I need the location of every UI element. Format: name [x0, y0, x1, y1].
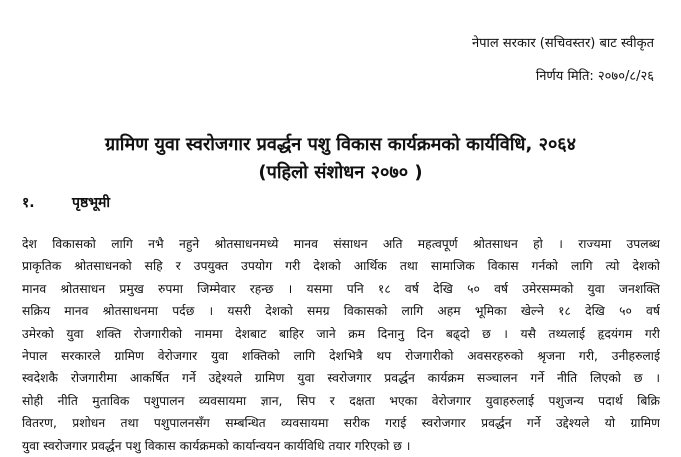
- paragraph-line: युवा स्वरोजगार प्रवर्द्धन पशु विकास कार्यक्रमको कार्यान्वयन कार्यविधि तयार गरिएको छ ।: [22, 438, 411, 453]
- section-title: पृष्ठभूमी: [72, 195, 111, 211]
- paragraph-line: उमेरको युवा शक्ति रोजगारीको नाममा देशबाट बाहिर जाने क्रम दिनानु दिन बढ्दो छ । यसै तथ्यलाई हृदयंगम गरी: [22, 326, 660, 341]
- paragraph-line: स्वदेशकै रोजगारीमा आकर्षित गर्ने उद्देश्यले ग्रामिण युवा स्वरोजगार प्रवर्द्धन कार्यक्रम सञ्चालन गर्ने नीति लिएको छ ।: [22, 371, 660, 386]
- paragraph-line: वितरण, प्रशोधन तथा पशुपालनसँग सम्बन्धित व्यवसायमा सरीक गराई स्वरोजगार प्रवर्द्धन गर्ने उद्देश्यले यो ग्रामिण: [22, 416, 660, 431]
- section-heading: [22, 193, 110, 212]
- approval-note: नेपाल सरकार (सचिवस्तर) बाट स्वीकृत: [471, 36, 654, 51]
- paragraph-line: मानव श्रोतसाधन प्रमुख रुपमा जिम्मेवार रहन्छ । यसमा पनि १८ वर्ष देखि ५० वर्ष उमेरसम्मको युवा जनशक्ति: [22, 281, 660, 296]
- section-number: १.: [22, 195, 35, 211]
- background-paragraph: [22, 233, 660, 457]
- paragraph-line: नेपाल सरकारले ग्रामिण वेरोजगार युवा शक्तिको लागि देशभित्रै थप रोजगारीको अवसरहरुको श्रृजना गरी, उनीहरुलाई: [22, 349, 660, 364]
- paragraph-line: सक्रिय मानव श्रोतसाधनमा पर्दछ । यसरी देशको समग्र विकासको लागि अहम भूमिका खेल्ने १८ देखि ५० वर्ष: [22, 304, 660, 319]
- paragraph-line: प्राकृतिक श्रोतसाधनको सहि र उपयुक्त उपयोग गरी देशको आर्थिक तथा सामाजिक विकास गर्नको लागि त्यो देशको: [22, 259, 660, 274]
- document-subtitle: (पहिलो संशोधन २०७० ): [258, 162, 423, 183]
- paragraph-line: सोही नीति मुताविक पशुपालन व्यवसायमा ज्ञान, सिप र दक्षता भएका वेरोजगार युवाहरुलाई पशुजन्य पदार्थ बिक्रि: [22, 393, 660, 408]
- document-title: ग्रामिण युवा स्वरोजगार प्रवर्द्धन पशु विकास कार्यक्रमको कार्यविधि, २०६४: [104, 134, 577, 155]
- paragraph-line: देश विकासको लागि नभै नहुने श्रोतसाधनमध्ये मानव संसाधन अति महत्वपूर्ण श्रोतसाधन हो । राज्यमा उपलब्ध: [22, 237, 660, 251]
- decision-date: निर्णय मिति: २०७०/८/२६: [535, 69, 654, 84]
